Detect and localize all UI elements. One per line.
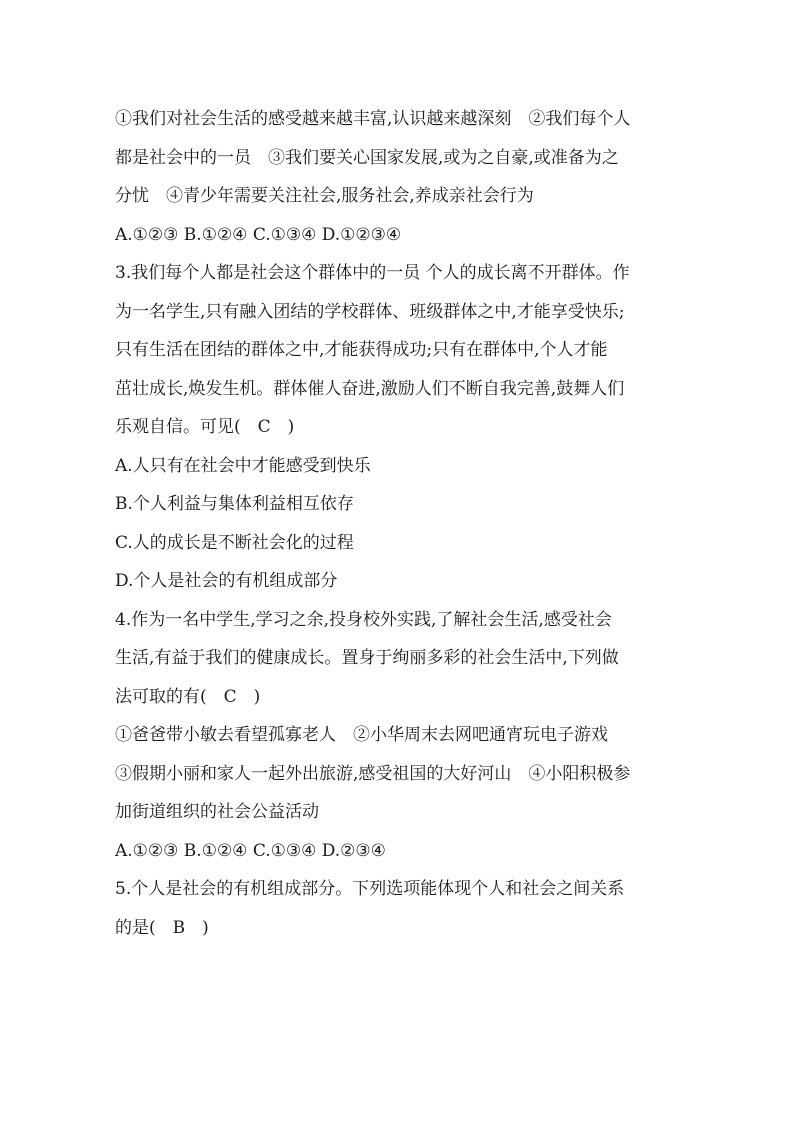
text-line: 生活,有益于我们的健康成长。置身于绚丽多彩的社会生活中,下列做 bbox=[115, 648, 619, 668]
text-line: 法可取的有( C ) bbox=[115, 686, 261, 707]
text-line: 只有生活在团结的群体之中,才能获得成功;只有在群体中,个人才能 bbox=[115, 340, 608, 360]
option-c: C.人的成长是不断社会化的过程 bbox=[115, 532, 354, 553]
text-line: 的是( B ) bbox=[115, 917, 209, 938]
question-3-line: 3.我们每个人都是社会这个群体中的一员 个人的成长离不开群体。作 bbox=[115, 263, 630, 283]
text-line: 茁壮成长,焕发生机。群体催人奋进,激励人们不断自我完善,鼓舞人们 bbox=[115, 378, 625, 399]
answer-options-line: A.①②③ B.①②④ C.①③④ D.②③④ bbox=[115, 840, 386, 861]
text-line: 为一名学生,只有融入团结的学校群体、班级群体之中,才能享受快乐; bbox=[115, 301, 625, 322]
question-text-block bbox=[115, 100, 690, 947]
text-line: 乐观自信。可见( C ) bbox=[115, 417, 295, 437]
option-d: D.个人是社会的有机组成部分 bbox=[115, 571, 338, 591]
answer-options-line: A.①②③ B.①②④ C.①③④ D.①②③④ bbox=[115, 224, 402, 245]
text-line: 分忧 ④青少年需要关注社会,服务社会,养成亲社会行为 bbox=[115, 186, 534, 206]
text-line: ③假期小丽和家人一起外出旅游,感受祖国的大好河山 ④小阳积极参 bbox=[115, 763, 631, 784]
text-line: 加街道组织的社会公益活动 bbox=[115, 802, 319, 822]
question-5-line: 5.个人是社会的有机组成部分。下列选项能体现个人和社会之间关系 bbox=[115, 879, 625, 899]
option-b: B.个人利益与集体利益相互依存 bbox=[115, 494, 354, 514]
question-4-line: 4.作为一名中学生,学习之余,投身校外实践,了解社会生活,感受社会 bbox=[115, 609, 612, 630]
text-line: 都是社会中的一员 ③我们要关心国家发展,或为之自豪,或准备为之 bbox=[115, 147, 619, 168]
option-a: A.人只有在社会中才能感受到快乐 bbox=[115, 455, 371, 476]
text-line: ①爸爸带小敏去看望孤寡老人 ②小华周末去网吧通宵玩电子游戏 bbox=[115, 725, 608, 745]
text-line: ①我们对社会生活的感受越来越丰富,认识越来越深刻 ②我们每个人 bbox=[115, 109, 631, 129]
